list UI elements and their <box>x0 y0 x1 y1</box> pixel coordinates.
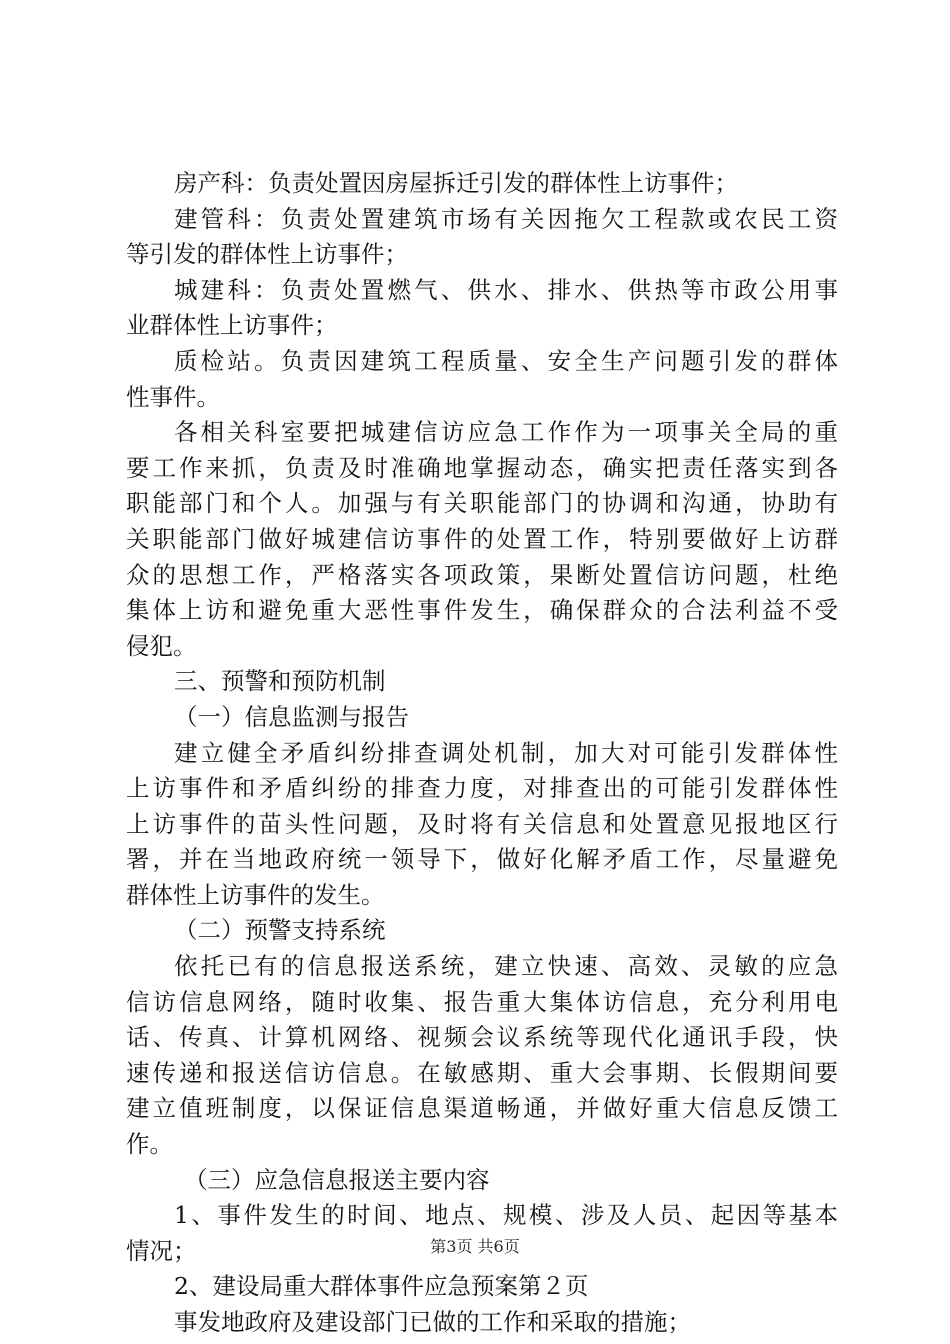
text-line: 速传递和报送信访信息。在敏感期、重大会事期、长假期间要 <box>126 1058 838 1087</box>
text-line: 群体性上访事件的发生。 <box>126 880 385 909</box>
text-line: 信访信息网络，随时收集、报告重大集体访信息，充分利用电 <box>126 987 838 1016</box>
text-line: 建管科：负责处置建筑市场有关因拖欠工程款或农民工资 <box>174 204 838 233</box>
text-line: 业群体性上访事件； <box>126 311 338 340</box>
text-line: 要工作来抓，负责及时准确地掌握动态，确实把责任落实到各 <box>126 453 838 482</box>
text-line: 话、传真、计算机网络、视频会议系统等现代化通讯手段，快 <box>126 1023 838 1052</box>
text-line: 众的思想工作，严格落实各项政策，果断处置信访问题，杜绝 <box>126 560 838 589</box>
text-line: 等引发的群体性上访事件； <box>126 240 408 269</box>
text-line: （三）应急信息报送主要内容 <box>184 1165 490 1194</box>
text-line: 职能部门和个人。加强与有关职能部门的协调和沟通，协助有 <box>126 489 838 518</box>
text-line: 各相关科室要把城建信访应急工作作为一项事关全局的重 <box>174 418 838 447</box>
text-line: 上访事件的苗头性问题，及时将有关信息和处置意见报地区行 <box>126 809 838 838</box>
text-line: 2、建设局重大群体事件应急预案第２页 <box>174 1272 589 1301</box>
text-line: 三、预警和预防机制 <box>174 667 386 696</box>
page-footer: 第3页 共6页 <box>430 1237 520 1256</box>
text-line: 事发地政府及建设部门已做的工作和采取的措施； <box>174 1308 691 1336</box>
text-line: 上访事件和矛盾纠纷的排查力度，对排查出的可能引发群体性 <box>126 774 838 803</box>
text-line: 情况； <box>126 1236 197 1265</box>
text-line: 质检站。负责因建筑工程质量、安全生产问题引发的群体 <box>174 346 838 375</box>
text-line: 性事件。 <box>126 382 220 411</box>
text-line: 侵犯。 <box>126 631 197 660</box>
text-line: 署，并在当地政府统一领导下，做好化解矛盾工作，尽量避免 <box>126 845 838 874</box>
text-line: （一）信息监测与报告 <box>174 702 409 731</box>
text-line: 作。 <box>126 1130 173 1159</box>
document-body <box>126 166 838 1341</box>
text-line: 城建科：负责处置燃气、供水、排水、供热等市政公用事 <box>174 275 838 304</box>
text-line: 集体上访和避免重大恶性事件发生，确保群众的合法利益不受 <box>126 596 838 625</box>
text-line: 房产科：负责处置因房屋拆迁引发的群体性上访事件； <box>174 169 738 197</box>
text-line: 建立健全矛盾纠纷排查调处机制，加大对可能引发群体性 <box>174 738 838 767</box>
text-line: 1、事件发生的时间、地点、规模、涉及人员、起因等基本 <box>174 1201 838 1230</box>
text-line: （二）预警支持系统 <box>174 916 386 945</box>
text-line: 建立值班制度，以保证信息渠道畅通，并做好重大信息反馈工 <box>126 1094 838 1123</box>
text-line: 依托已有的信息报送系统，建立快速、高效、灵敏的应急 <box>174 952 838 981</box>
text-line: 关职能部门做好城建信访事件的处置工作，特别要做好上访群 <box>126 524 838 553</box>
